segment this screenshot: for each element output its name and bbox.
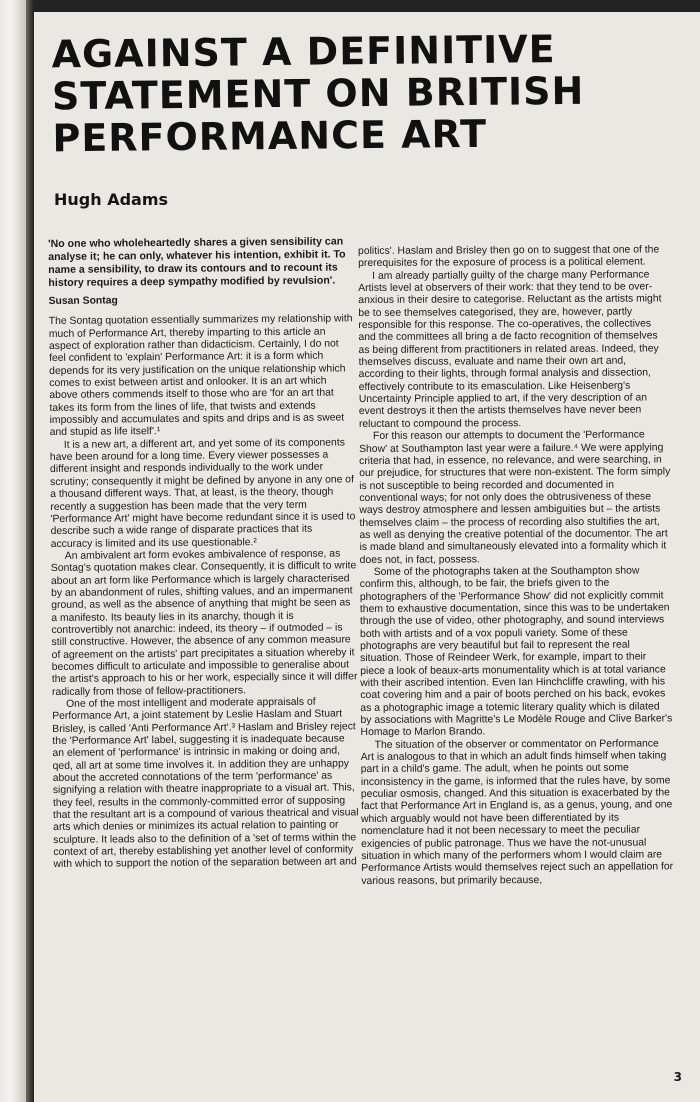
title-line-3: PERFORMANCE ART bbox=[52, 111, 488, 161]
page-number: 3 bbox=[673, 1070, 682, 1084]
paragraph: Some of the photographs taken at the Southampton show confirm this, although, to be fair, the briefs given to the photographers of the 'Performance Show' did not explicitly commit them to exhaustive documentation, since this was to be undertaken through the use of video, other photography, and sound interviews both with artists and of a vox populi variety. Some of these photographs are very beautiful but fail to represent the real situation. Those of Reindeer Werk, for example, impart to their piece a look of beaux-arts monumentality which is at total variance with their ascribed intention. Even Ian Hinchcliffe crawling, with his coat covering him and a pair of boots perched on his back, evokes as a photographic image a totemic literary quality which is dilated by associations with Magritte's Le Modèle Rouge and Clive Barker's Homage to Marlon Brando. bbox=[359, 565, 673, 739]
article-author: Hugh Adams bbox=[54, 190, 169, 209]
binding-spine-left bbox=[0, 0, 26, 1102]
magazine-page bbox=[34, 0, 700, 1102]
paragraph: I am already partially guilty of the charge many Performance Artists level at observers of their work: that they tend to be over-anxious in their desire to categorise. Reluctant as the artists might be to see themselves categorised, they are, however, partly responsible for this response. The co-operatives, the collectives and the committees all bring a de facto recognition of themselves as being different from practitioners in related areas. Indeed, they themselves discuss, evaluate and name their own art and, according to their lights, through formal analysis and dissection, effectively contribute to its emasculation. Like Heisenberg's Uncertainty Principle applied to art, if the very description of an event destroys it then the artists themselves have never been reluctant to compound the process. bbox=[358, 269, 662, 430]
epigraph-source: Susan Sontag bbox=[48, 295, 118, 307]
binding-gutter-shadow bbox=[26, 0, 34, 1102]
title-line-1: AGAINST A DEFINITIVE bbox=[51, 27, 556, 77]
top-edge-band bbox=[34, 0, 700, 12]
paragraph: For this reason our attempts to document the 'Performance Show' at Southampton last year were a failure.⁴ We were applying criteria that had, in essence, no relevance, and were searching, in our prejudice, for structures that were non-existent. The form simply is not susceptible to being recorded and documented in conventional ways; for not only does the obtrusiveness of these ways destroy atmosphere and lessen ambiguities but – the artists themselves claim – the process of recording also stultifies the art, as well as denying the creative potential of the documentor. The art is made bland and simultaneously elevated into a formality which it does not, in fact, possess. bbox=[359, 429, 671, 566]
paragraph: It is a new art, a different art, and yet some of its components have been around for a long time. Every viewer possesses a different insight and responds individually to the work under scrutiny; consequently it might be defined by anyone in any one of a thousand different ways. That, at least, is the theory, though recently a suggestion has been made that the very term 'Performance Art' might have become redundant since it is used to describe such a wide range of disparate practices that its accuracy is limited and its use questionable.² bbox=[49, 437, 356, 550]
paragraph: An ambivalent art form evokes ambivalence of response, as Sontag's quotation makes clear. Consequently, it is difficult to write about an art form like Performance which is largely characterised by an abandonment of rules, shifting values, and an impermanent ground, as well as the absence of anything that might be seen as a manifesto. Its beauty lies in its anarchy, though it is controvertibly not anarchic: indeed, its theory – if outmoded – is still constructive. However, the absence of any common measure of agreement on the artists' part precipitates a situation whereby it becomes difficult to articulate and impossible to generalise about the artist's approach to his or her work, especially since it will differ radically from those of fellow-practitioners. bbox=[50, 548, 358, 698]
left-column bbox=[48, 235, 360, 871]
epigraph-quote: 'No one who wholeheartedly shares a given sensibility can analyse it; he can only, whatever his intention, exhibit it. To name a sensibility, to draw its contours and to recount its history requires a deep sympathy modified by revulsion'. bbox=[48, 235, 346, 289]
paragraph: politics'. Haslam and Brisley then go on to suggest that one of the prerequisites for the exposure of process is a political element. bbox=[358, 244, 660, 270]
paragraph: The situation of the observer or commentator on Performance Art is analogous to that in which an adult finds himself when taking part in a child's game. The adult, when he points out some inconsistency in the game, is informed that the rules have, by some peculiar osmosis, changed. And this situation is exacerbated by the fact that Performance Art in England is, as a genus, young, and one which arguably would not have been differentiated by its nomenclature had it not been necessary to meet the peculiar exigencies of public patronage. Thus we have the not-unusual situation in which many of the performers whom I would claim are Performance Artists would themselves reject such an appellation for various reasons, but primarily because, bbox=[360, 738, 674, 887]
article-title bbox=[51, 27, 692, 160]
title-line-2: STATEMENT ON BRITISH bbox=[51, 68, 585, 119]
paragraph: The Sontag quotation essentially summarizes my relationship with much of Performance Art, thereby imparting to this article an aspect of exploration rather than didacticism. Certainly, I do not feel confident to 'explain' Performance Art: it is a form which depends for its very justification on the unique relationship which comes to exist between artist and onlooker. It is an art which above others commends itself to those who are 'for an art that takes its form from the lines of life, that twists and extends impossibly and accumulates and spits and drips and is as sweet and stupid as life itself'.¹ bbox=[48, 313, 353, 439]
right-column bbox=[358, 244, 673, 887]
paragraph: One of the most intelligent and moderate appraisals of Performance Art, a joint statement by Leslie Haslam and Stuart Brisley, is called 'Anti Performance Art'.³ Haslam and Brisley reject the 'Performance Art' label, suggesting it is inadequate because an element of 'performance' is intrinsic in making or doing and, qed, all art at some time involves it. In addition they are unhappy about the accreted connotations of the term 'performance' as signifying a relation with theatre inappropriate to a visual art. This, they feel, results in the commonly-committed error of supposing that the resultant art is a compound of various theatrical and visual arts which denies or minimizes its actual relation to painting or sculpture. It leads also to the definition of a 'set of terms within the context of art, thereby establishing yet another level of conformity with which to support the notion of the separation between art and bbox=[52, 696, 359, 871]
